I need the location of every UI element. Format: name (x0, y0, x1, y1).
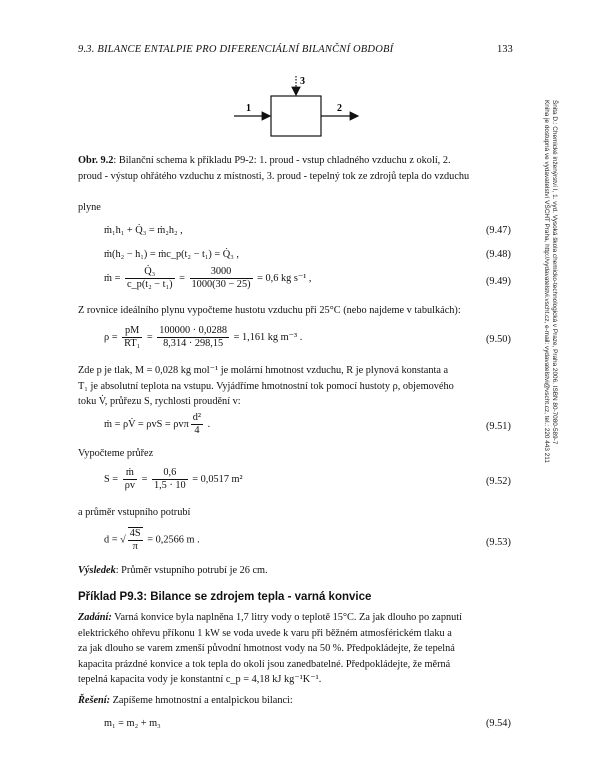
balance-schema-diagram (226, 74, 366, 150)
text-line: toku V̇, průřezu S, rychlosti proudění v: (78, 396, 241, 408)
side-note-line1: Šnita D.: Chemické inženýrství I, 1. vyd. Vysoká škola chemicko-technologická v Praze, Praha 2006. ISBN 80-7080-589-7 (551, 100, 558, 445)
numerator: d² (192, 412, 202, 423)
fraction (122, 325, 142, 350)
caption-line1: : Bilanční schema k příkladu P9-2: 1. proud - vstup chladného vzduchu z okolí, 2. (113, 155, 451, 166)
text-line: za jak dlouho se varem zmenší původní hmotnost vody na 50 %. Předpokládejte, že tepelná (78, 643, 455, 655)
equation-9-52: S = $\frac{\text{ṁ}}{\rho v}$ = $\frac{0,6}{1,5 \cdot 10}$ = 0,0517 m² (104, 467, 243, 491)
equation-number: (9.52) (486, 476, 511, 487)
equation-9-47: ṁ₁h₁ + Q̇₃ = ṁ₂h₂ , (104, 225, 183, 236)
fraction (123, 467, 137, 492)
eq-rhs: = 1,161 kg m⁻³ . (233, 331, 303, 343)
numerator: ṁ (125, 467, 134, 478)
equation-9-51 (104, 412, 210, 437)
result-line (78, 563, 268, 579)
eq-rhs: = 0,6 kg s⁻¹ , (257, 272, 312, 284)
reseni-text: Zapíšeme hmotnostní a entalpickou bilanci: (110, 695, 293, 706)
eq-lhs: ρ = (104, 331, 118, 343)
equation-number: (9.49) (486, 276, 511, 287)
text-vypocteme: Vypočteme průřez (78, 448, 154, 459)
denominator: 4 (191, 424, 203, 437)
result-label: Výsledek (78, 565, 116, 576)
system-box (271, 96, 321, 136)
denominator: ρv (124, 480, 135, 491)
text-line: Varná konvice byla naplněna 1,7 litry vody o teplotě 15°C. Za jak dlouho po zapnutí (111, 612, 462, 623)
text-plyne: plyne (78, 202, 101, 213)
equation-9-50: ρ = $\frac{pM}{\text{RT₁}}$ = $\frac{100000 \cdot 0,0288}{8,314 \cdot 298,15}$ = 1,161 kg m⁻³ . (104, 325, 303, 349)
side-note-line2: Kniha je dostupná ve vydavatelství VŠCHT Praha, http://vydavatelstvi.vscht.cz, e-mail: vydavatelstvi@vscht.cz, tel.: 220 443 211 (543, 100, 551, 463)
running-header: 9.3. BILANCE ENTALPIE PRO DIFERENCIÁLNÍ BILANČNÍ OBDOBÍ (78, 44, 394, 55)
eq-lhs: d = √ (104, 534, 126, 546)
eq-rhs: = 0,0517 m² (192, 473, 243, 485)
caption-label: Obr. 9.2 (78, 155, 114, 166)
result-text: : Průměr vstupního potrubí je 26 cm. (115, 565, 268, 576)
stream-1-label: 1 (246, 103, 251, 114)
example-heading: Příklad P9.3: Bilance se zdrojem tepla - varná konvice (78, 591, 372, 603)
equation-number: (9.48) (486, 249, 511, 260)
eq-lhs: ṁ = (104, 272, 121, 284)
equation-9-53 (104, 527, 200, 553)
equation-number: (9.50) (486, 334, 511, 345)
denominator: 1000(30 − 25) (191, 279, 251, 290)
eq-lhs: ṁ = ρV̇ = ρvS = ρvπ (104, 418, 189, 430)
equation-number: (9.47) (486, 225, 511, 236)
eq-lhs: S = (104, 473, 119, 485)
eq-rhs: = 0,2566 m . (147, 534, 200, 546)
equation-9-49: ṁ = $\frac{\text{Q̇₃}}{\text{c\_p(t₂ − t₁)}}$ = $\frac{3000}{1000(30 - 25)}$ = 0,6 kg s⁻¹ , (104, 266, 312, 290)
denominator: c_p(t₂ − t₁) (126, 279, 173, 290)
zadani-label: Zadání: (78, 612, 112, 623)
numerator: Q̇₃ (144, 266, 156, 277)
numerator: 100000 · 0,0288 (159, 325, 228, 336)
paragraph-reseni (78, 693, 293, 709)
denominator: 1,5 · 10 (153, 480, 186, 491)
stream-3-label: 3 (300, 76, 305, 87)
denominator: 8,314 · 298,15 (157, 337, 229, 350)
equation-9-48: ṁ(h₂ − h₁) = ṁc_p(t₂ − t₁) = Q̇₃ , (104, 249, 239, 260)
figure-caption (78, 153, 518, 184)
fraction (152, 467, 188, 492)
text-line: T₁ je absolutní teplota na vstupu. Vyjádříme hmotnostní tok pomocí hustoty ρ, objemového (78, 380, 454, 392)
caption-line2: proud - výstup ohřátého vzduchu z místnosti, 3. proud - tepelný tok ze zdrojů tepla do vzduchu (78, 170, 470, 182)
text-rovnice: Z rovnice ideálního plynu vypočteme hustotu vzduchu při 25°C (nebo najdeme v tabulkách): (78, 305, 461, 316)
fraction (157, 325, 229, 350)
numerator: 3000 (210, 266, 232, 277)
fraction (128, 527, 143, 553)
page-number: 133 (497, 44, 513, 55)
denominator: π (128, 540, 143, 553)
numerator: 0,6 (163, 467, 177, 478)
text-line: Zde p je tlak, M = 0,028 kg mol⁻¹ je molární hmotnost vzduchu, R je plynová konstanta a (78, 365, 449, 376)
paragraph-zadani (78, 610, 518, 688)
equation-number: (9.51) (486, 421, 511, 432)
fraction (191, 412, 203, 437)
fraction (125, 266, 175, 291)
side-note (544, 100, 558, 696)
reseni-label: Řešení: (78, 695, 111, 706)
denominator: RT₁ (124, 338, 141, 349)
numerator: pM (125, 325, 140, 336)
text-line: elektrického ohřevu příkonu 1 kW se voda uvede k varu při běžném atmosférickém tlaku a (78, 627, 452, 639)
paragraph-zde (78, 363, 518, 410)
equation-number: (9.53) (486, 537, 511, 548)
equation-number: (9.54) (486, 718, 511, 729)
numerator: 4S (129, 528, 141, 539)
stream-2-label: 2 (337, 103, 342, 114)
text-line: kapacita prázdné konvice a tok tepla do okolí jsou zanedbatelné. Předpokládejte, že měrná (78, 658, 451, 670)
text-line: tepelná kapacita vody je konstantní c_p = 4,18 kJ kg⁻¹K⁻¹. (78, 674, 322, 686)
text-prumer: a průměr vstupního potrubí (78, 507, 191, 518)
eq-rhs: . (205, 418, 211, 430)
equation-9-54: m₁ = m₂ + m₃ (104, 718, 161, 729)
fraction (190, 266, 253, 291)
